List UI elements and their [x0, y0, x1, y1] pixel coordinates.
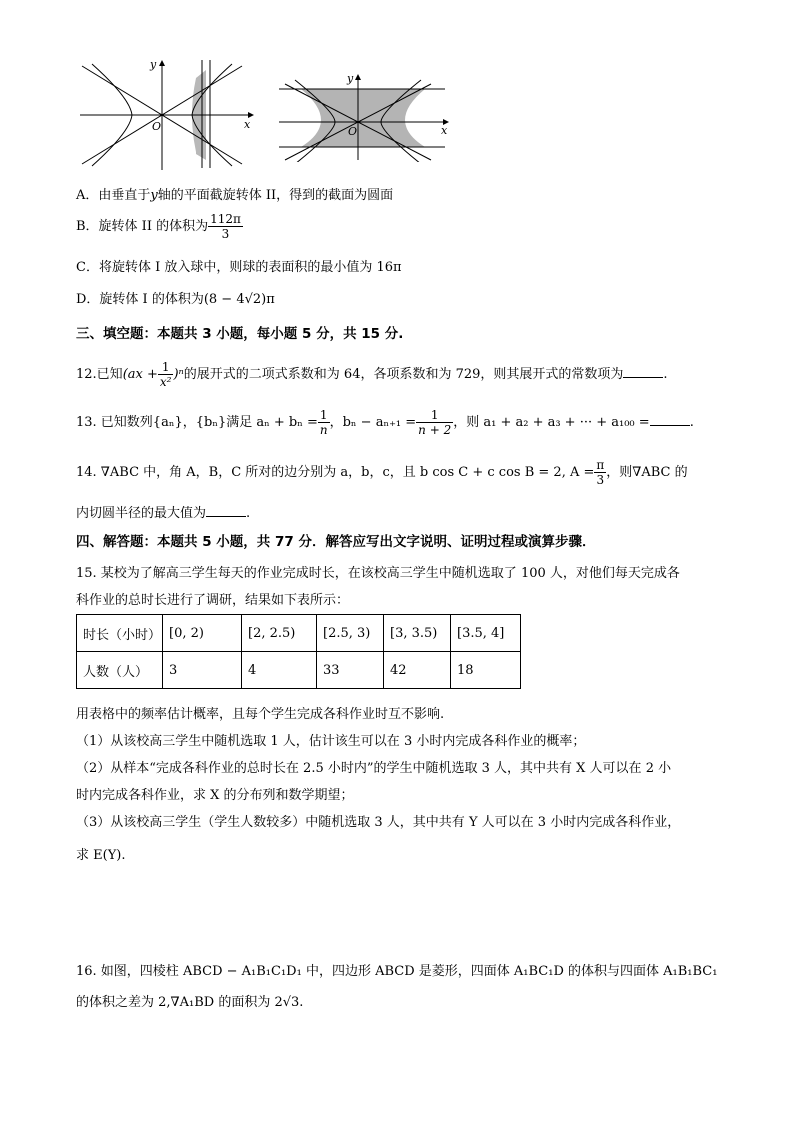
q14-fraction: [594, 458, 606, 487]
fraction-numerator: 1: [158, 360, 174, 375]
option-a-var: y: [150, 188, 158, 203]
table-cell: 人数（人）: [77, 652, 163, 689]
x-axis-label: x: [244, 118, 251, 131]
table-header-cell: [0, 2): [163, 615, 242, 652]
q15-part-2-line-2: 时内完成各科作业，求 X 的分布列和数学期望；: [76, 788, 354, 803]
q15-part-3-line-1: （3）从该校高三学生（学生人数较多）中随机选取 3 人，其中共有 Y 人可以在 3 小时内完成各科作业，: [76, 815, 681, 830]
fraction-numerator: 1: [416, 408, 453, 423]
q15-part-2-line-1: （2）从样本“完成各科作业的总时长在 2.5 小时内”的学生中随机选取 3 人，其中共有 X 人可以在 2 小: [76, 761, 672, 776]
shaded-region: [301, 89, 425, 147]
q12-end: .: [663, 367, 668, 382]
q15-part-1: （1）从该校高三学生中随机选取 1 人，估计该生可以在 3 小时内完成各科作业的概率；: [76, 734, 586, 749]
q16-line-2: 的体积之差为 2,∇A₁BD 的面积为 2√3.: [76, 995, 304, 1010]
q15-part-3-line-2: 求 E(Y).: [76, 848, 126, 863]
option-b-fraction: [208, 212, 243, 241]
table-cell: 33: [317, 652, 384, 689]
table-header-cell: [3, 3.5): [384, 615, 451, 652]
table-cell: 3: [163, 652, 242, 689]
option-c: C．将旋转体 I 放入球中，则球的表面积的最小值为 16π: [76, 260, 402, 275]
option-a: [76, 184, 393, 203]
question-12: [76, 360, 668, 389]
q14-answer-blank[interactable]: [206, 504, 246, 517]
q12-text: 的展开式的二项式系数和为 64，各项系数和为 729，则其展开式的常数项为: [183, 367, 624, 382]
q13-prefix: 13. 已知数列{aₙ}，{bₙ}满足 aₙ + bₙ =: [76, 415, 318, 430]
fraction-denominator: n: [319, 423, 328, 437]
q14-end: .: [246, 506, 251, 521]
section-4-heading: 四、解答题：本题共 5 小题，共 77 分．解答应写出文字说明、证明过程或演算步骤．: [76, 534, 596, 550]
option-b-text: B．旋转体 II 的体积为: [76, 219, 209, 234]
y-axis-label: y: [150, 58, 157, 71]
table-row: [77, 652, 521, 689]
fraction-denominator: 3: [596, 473, 605, 487]
q14-line-2-text: 内切圆半径的最大值为: [76, 506, 207, 521]
section-3-heading: 三、填空题：本题共 3 小题，每小题 5 分，共 15 分.: [76, 326, 404, 342]
q15-note: 用表格中的频率估计概率，且每个学生完成各科作业时互不影响.: [76, 707, 445, 722]
figure-left-hyperbola: [78, 58, 258, 173]
fraction-numerator: 1: [318, 408, 330, 423]
q14-text-a: 14. ∇ABC 中，角 A，B，C 所对的边分别为 a，b，c，且 b cos C + c cos B = 2, A =: [76, 465, 595, 480]
origin-label: O: [152, 120, 162, 133]
option-d-expr: (8 − 4√2)π: [203, 292, 275, 307]
q15-line-2: 科作业的总时长进行了调研，结果如下表所示：: [76, 593, 350, 608]
fraction-denominator: x²: [159, 375, 172, 389]
origin-label: O: [348, 125, 358, 138]
option-a-text: 轴的平面截旋转体 II，得到的截面为圆面: [157, 188, 394, 203]
q16-line-1: 16. 如图，四棱柱 ABCD − A₁B₁C₁D₁ 中，四边形 ABCD 是菱形，四面体 A₁BC₁D 的体积与四面体 A₁B₁BC₁: [76, 964, 718, 979]
question-13: [76, 408, 694, 437]
table-cell: 42: [384, 652, 451, 689]
q13-mid: ，bₙ − aₙ₊₁ =: [329, 415, 417, 430]
option-d-text: D．旋转体 I 的体积为: [76, 292, 204, 307]
fraction-denominator: 3: [221, 227, 230, 241]
table-header-cell: [2.5, 3): [317, 615, 384, 652]
table-header-cell: [2, 2.5): [242, 615, 317, 652]
option-a-prefix: A．由垂直于: [76, 188, 151, 203]
q12-prefix: 12.已知: [76, 367, 123, 382]
option-d: [76, 288, 275, 307]
q13-answer-blank[interactable]: [650, 413, 690, 426]
q13-end: .: [689, 415, 694, 430]
fraction-denominator: n + 2: [418, 423, 452, 437]
table-header-row: [77, 615, 521, 652]
question-14-line-1: [76, 458, 688, 487]
table-cell: 4: [242, 652, 317, 689]
table-header-cell: [3.5, 4]: [451, 615, 521, 652]
q14-text-b: ，则∇ABC 的: [606, 465, 688, 480]
question-14-line-2: [76, 502, 250, 521]
table-header-cell: 时长（小时）: [77, 615, 163, 652]
q13-text: ，则 a₁ + a₂ + a₃ + ··· + a₁₀₀ =: [453, 415, 650, 430]
q12-answer-blank[interactable]: [623, 365, 663, 378]
x-axis-label: x: [441, 124, 448, 137]
q12-expr-left: (ax +: [122, 367, 158, 382]
q12-fraction: [158, 360, 174, 389]
table-cell: 18: [451, 652, 521, 689]
q12-expr-right: )ⁿ: [173, 367, 184, 382]
option-b: [76, 212, 243, 241]
q13-fraction-1: [318, 408, 330, 437]
q13-fraction-2: [416, 408, 453, 437]
q15-line-1: 15. 某校为了解高三学生每天的作业完成时长，在该校高三学生中随机选取了 100 人，对他们每天完成各: [76, 566, 680, 581]
y-axis-label: y: [347, 72, 354, 85]
q15-data-table: [76, 614, 521, 689]
figure-right-hyperbola: [275, 72, 455, 162]
fraction-numerator: 112π: [210, 212, 241, 226]
fraction-numerator: π: [596, 458, 605, 472]
